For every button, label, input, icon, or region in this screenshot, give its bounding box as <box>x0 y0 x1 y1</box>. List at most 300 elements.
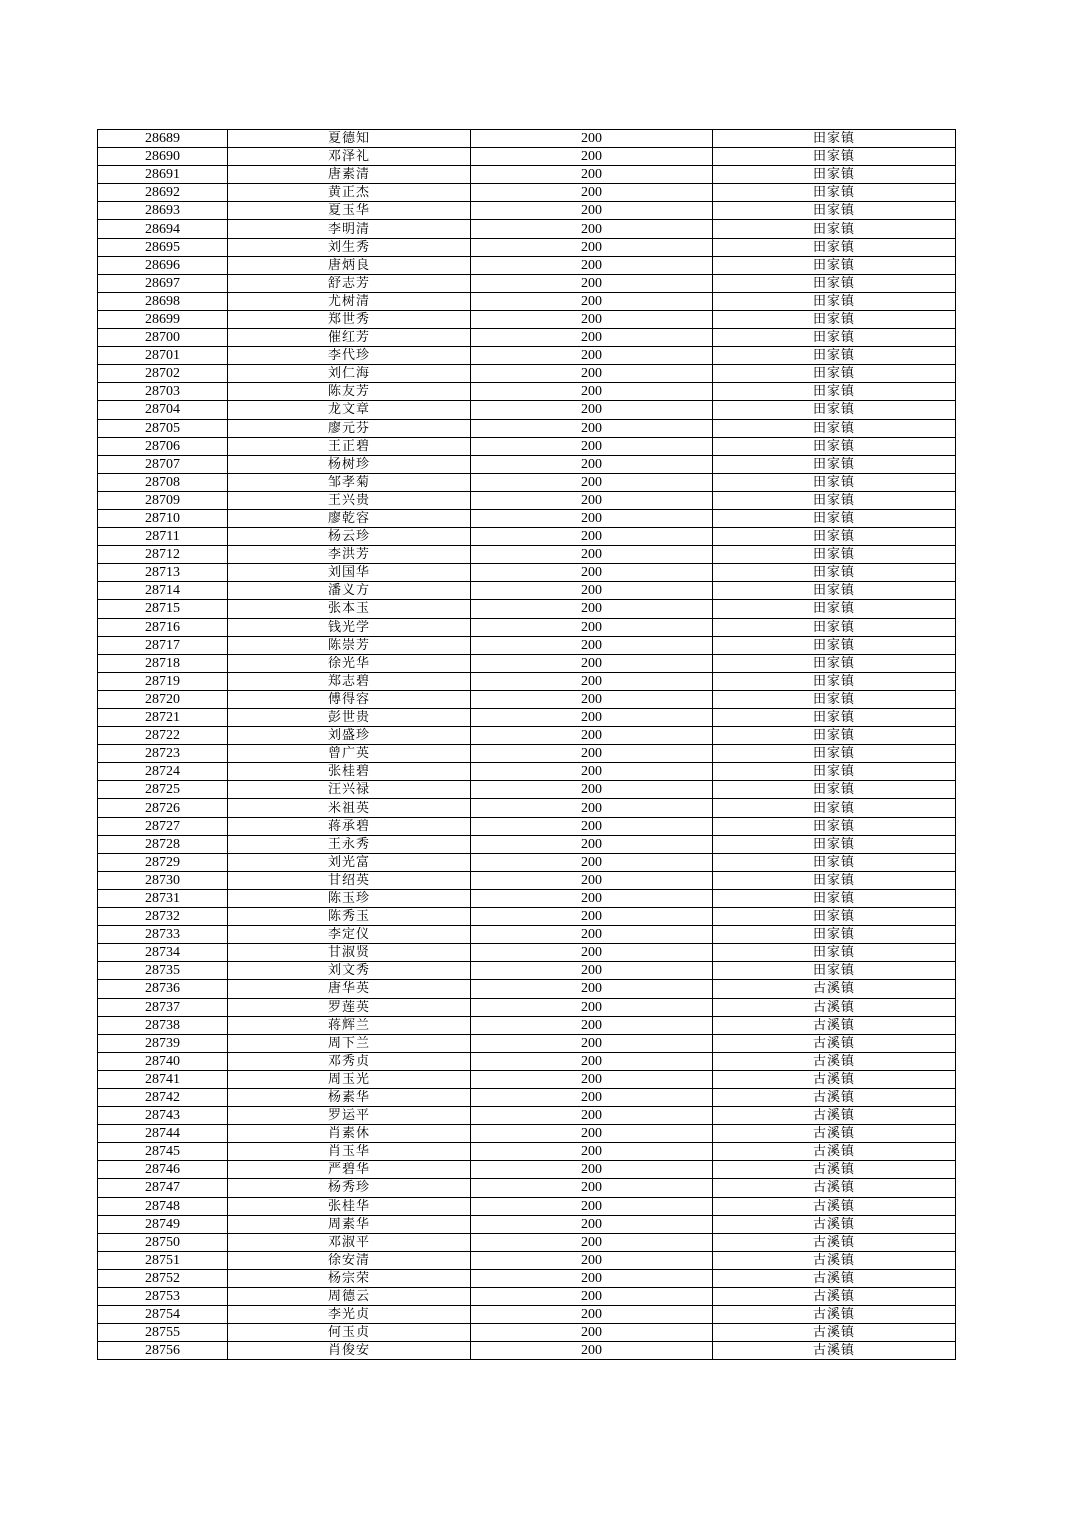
table-row <box>98 184 956 202</box>
row-id-cell: 28725 <box>98 781 228 799</box>
table-row <box>98 998 956 1016</box>
name-cell: 严碧华 <box>228 1161 471 1179</box>
amount-cell: 200 <box>471 618 713 636</box>
amount-cell: 200 <box>471 383 713 401</box>
row-id-cell: 28724 <box>98 763 228 781</box>
amount-cell: 200 <box>471 1269 713 1287</box>
town-cell: 田家镇 <box>713 310 956 328</box>
table-row <box>98 401 956 419</box>
name-cell: 王正碧 <box>228 437 471 455</box>
table-row <box>98 256 956 274</box>
town-cell: 田家镇 <box>713 889 956 907</box>
amount-cell: 200 <box>471 347 713 365</box>
town-cell: 田家镇 <box>713 835 956 853</box>
amount-cell: 200 <box>471 564 713 582</box>
town-cell: 古溪镇 <box>713 998 956 1016</box>
name-cell: 刘仁海 <box>228 365 471 383</box>
town-cell: 田家镇 <box>713 274 956 292</box>
table-row <box>98 600 956 618</box>
town-cell: 古溪镇 <box>713 1215 956 1233</box>
table-row <box>98 148 956 166</box>
table-row <box>98 763 956 781</box>
table-row <box>98 926 956 944</box>
town-cell: 田家镇 <box>713 292 956 310</box>
row-id-cell: 28703 <box>98 383 228 401</box>
table-row <box>98 220 956 238</box>
town-cell: 田家镇 <box>713 745 956 763</box>
amount-cell: 200 <box>471 835 713 853</box>
table-row <box>98 1088 956 1106</box>
name-cell: 杨云珍 <box>228 528 471 546</box>
row-id-cell: 28718 <box>98 654 228 672</box>
amount-cell: 200 <box>471 1233 713 1251</box>
name-cell: 钱光学 <box>228 618 471 636</box>
table-row <box>98 491 956 509</box>
table-row <box>98 1269 956 1287</box>
name-cell: 刘国华 <box>228 564 471 582</box>
row-id-cell: 28704 <box>98 401 228 419</box>
name-cell: 唐炳良 <box>228 256 471 274</box>
row-id-cell: 28746 <box>98 1161 228 1179</box>
table-row <box>98 546 956 564</box>
town-cell: 田家镇 <box>713 238 956 256</box>
name-cell: 催红芳 <box>228 329 471 347</box>
amount-cell: 200 <box>471 582 713 600</box>
name-cell: 徐安清 <box>228 1251 471 1269</box>
table-row <box>98 980 956 998</box>
row-id-cell: 28694 <box>98 220 228 238</box>
town-cell: 田家镇 <box>713 509 956 527</box>
amount-cell: 200 <box>471 509 713 527</box>
town-cell: 田家镇 <box>713 709 956 727</box>
amount-cell: 200 <box>471 636 713 654</box>
table-row <box>98 1342 956 1360</box>
row-id-cell: 28693 <box>98 202 228 220</box>
table-row <box>98 473 956 491</box>
town-cell: 古溪镇 <box>713 1324 956 1342</box>
amount-cell: 200 <box>471 148 713 166</box>
row-id-cell: 28731 <box>98 889 228 907</box>
town-cell: 田家镇 <box>713 853 956 871</box>
amount-cell: 200 <box>471 1088 713 1106</box>
table-row <box>98 564 956 582</box>
town-cell: 田家镇 <box>713 202 956 220</box>
name-cell: 陈秀玉 <box>228 908 471 926</box>
table-row <box>98 202 956 220</box>
name-cell: 夏德知 <box>228 130 471 148</box>
town-cell: 古溪镇 <box>713 1179 956 1197</box>
town-cell: 古溪镇 <box>713 1052 956 1070</box>
town-cell: 田家镇 <box>713 654 956 672</box>
table-row <box>98 419 956 437</box>
amount-cell: 200 <box>471 1143 713 1161</box>
town-cell: 田家镇 <box>713 763 956 781</box>
name-cell: 廖乾容 <box>228 509 471 527</box>
row-id-cell: 28712 <box>98 546 228 564</box>
table-row <box>98 817 956 835</box>
amount-cell: 200 <box>471 1034 713 1052</box>
name-cell: 李明清 <box>228 220 471 238</box>
row-id-cell: 28715 <box>98 600 228 618</box>
amount-cell: 200 <box>471 1324 713 1342</box>
town-cell: 古溪镇 <box>713 1269 956 1287</box>
row-id-cell: 28701 <box>98 347 228 365</box>
table-row <box>98 1070 956 1088</box>
amount-cell: 200 <box>471 365 713 383</box>
table-row <box>98 1125 956 1143</box>
amount-cell: 200 <box>471 292 713 310</box>
table-row <box>98 889 956 907</box>
row-id-cell: 28702 <box>98 365 228 383</box>
table-row <box>98 690 956 708</box>
name-cell: 曾广英 <box>228 745 471 763</box>
table-row <box>98 1324 956 1342</box>
town-cell: 古溪镇 <box>713 1342 956 1360</box>
row-id-cell: 28699 <box>98 310 228 328</box>
row-id-cell: 28707 <box>98 455 228 473</box>
row-id-cell: 28732 <box>98 908 228 926</box>
row-id-cell: 28741 <box>98 1070 228 1088</box>
row-id-cell: 28728 <box>98 835 228 853</box>
town-cell: 田家镇 <box>713 564 956 582</box>
amount-cell: 200 <box>471 1288 713 1306</box>
name-cell: 周下兰 <box>228 1034 471 1052</box>
amount-cell: 200 <box>471 926 713 944</box>
amount-cell: 200 <box>471 473 713 491</box>
town-cell: 田家镇 <box>713 781 956 799</box>
town-cell: 古溪镇 <box>713 1016 956 1034</box>
table-row <box>98 908 956 926</box>
table-row <box>98 944 956 962</box>
row-id-cell: 28695 <box>98 238 228 256</box>
name-cell: 刘生秀 <box>228 238 471 256</box>
town-cell: 古溪镇 <box>713 1088 956 1106</box>
name-cell: 李定仪 <box>228 926 471 944</box>
amount-cell: 200 <box>471 310 713 328</box>
table-row <box>98 238 956 256</box>
town-cell: 田家镇 <box>713 582 956 600</box>
town-cell: 古溪镇 <box>713 980 956 998</box>
amount-cell: 200 <box>471 528 713 546</box>
table-row <box>98 1052 956 1070</box>
row-id-cell: 28692 <box>98 184 228 202</box>
amount-cell: 200 <box>471 1107 713 1125</box>
row-id-cell: 28705 <box>98 419 228 437</box>
town-cell: 古溪镇 <box>713 1306 956 1324</box>
name-cell: 杨宗荣 <box>228 1269 471 1287</box>
table-row <box>98 618 956 636</box>
row-id-cell: 28698 <box>98 292 228 310</box>
row-id-cell: 28733 <box>98 926 228 944</box>
amount-cell: 200 <box>471 166 713 184</box>
amount-cell: 200 <box>471 654 713 672</box>
town-cell: 田家镇 <box>713 184 956 202</box>
name-cell: 肖玉华 <box>228 1143 471 1161</box>
row-id-cell: 28721 <box>98 709 228 727</box>
name-cell: 张桂碧 <box>228 763 471 781</box>
row-id-cell: 28739 <box>98 1034 228 1052</box>
amount-cell: 200 <box>471 437 713 455</box>
amount-cell: 200 <box>471 238 713 256</box>
town-cell: 田家镇 <box>713 329 956 347</box>
row-id-cell: 28749 <box>98 1215 228 1233</box>
table-row <box>98 509 956 527</box>
amount-cell: 200 <box>471 709 713 727</box>
row-id-cell: 28742 <box>98 1088 228 1106</box>
amount-cell: 200 <box>471 727 713 745</box>
amount-cell: 200 <box>471 600 713 618</box>
row-id-cell: 28743 <box>98 1107 228 1125</box>
table-row <box>98 1016 956 1034</box>
table-row <box>98 347 956 365</box>
town-cell: 田家镇 <box>713 727 956 745</box>
name-cell: 邓淑平 <box>228 1233 471 1251</box>
town-cell: 田家镇 <box>713 256 956 274</box>
row-id-cell: 28696 <box>98 256 228 274</box>
amount-cell: 200 <box>471 202 713 220</box>
table-row <box>98 274 956 292</box>
row-id-cell: 28754 <box>98 1306 228 1324</box>
amount-cell: 200 <box>471 853 713 871</box>
row-id-cell: 28708 <box>98 473 228 491</box>
table-row <box>98 853 956 871</box>
row-id-cell: 28691 <box>98 166 228 184</box>
name-cell: 陈崇芳 <box>228 636 471 654</box>
table-row <box>98 1143 956 1161</box>
table-row <box>98 1034 956 1052</box>
row-id-cell: 28716 <box>98 618 228 636</box>
town-cell: 田家镇 <box>713 419 956 437</box>
amount-cell: 200 <box>471 401 713 419</box>
table-row <box>98 582 956 600</box>
data-table <box>97 129 956 1360</box>
town-cell: 古溪镇 <box>713 1034 956 1052</box>
name-cell: 陈玉珍 <box>228 889 471 907</box>
town-cell: 田家镇 <box>713 148 956 166</box>
name-cell: 夏玉华 <box>228 202 471 220</box>
table-row <box>98 292 956 310</box>
town-cell: 田家镇 <box>713 455 956 473</box>
row-id-cell: 28720 <box>98 690 228 708</box>
row-id-cell: 28755 <box>98 1324 228 1342</box>
amount-cell: 200 <box>471 1052 713 1070</box>
name-cell: 甘淑贤 <box>228 944 471 962</box>
name-cell: 周玉光 <box>228 1070 471 1088</box>
town-cell: 田家镇 <box>713 365 956 383</box>
amount-cell: 200 <box>471 672 713 690</box>
name-cell: 潘义方 <box>228 582 471 600</box>
row-id-cell: 28717 <box>98 636 228 654</box>
row-id-cell: 28709 <box>98 491 228 509</box>
town-cell: 田家镇 <box>713 528 956 546</box>
table-row <box>98 799 956 817</box>
row-id-cell: 28750 <box>98 1233 228 1251</box>
name-cell: 何玉贞 <box>228 1324 471 1342</box>
town-cell: 古溪镇 <box>713 1070 956 1088</box>
name-cell: 彭世贵 <box>228 709 471 727</box>
name-cell: 杨秀珍 <box>228 1179 471 1197</box>
table-row <box>98 654 956 672</box>
amount-cell: 200 <box>471 799 713 817</box>
amount-cell: 200 <box>471 1016 713 1034</box>
town-cell: 古溪镇 <box>713 1233 956 1251</box>
name-cell: 汪兴禄 <box>228 781 471 799</box>
amount-cell: 200 <box>471 455 713 473</box>
town-cell: 田家镇 <box>713 817 956 835</box>
table-row <box>98 871 956 889</box>
amount-cell: 200 <box>471 220 713 238</box>
table-row <box>98 1306 956 1324</box>
amount-cell: 200 <box>471 1306 713 1324</box>
name-cell: 蒋承碧 <box>228 817 471 835</box>
table-row <box>98 835 956 853</box>
name-cell: 王兴贵 <box>228 491 471 509</box>
amount-cell: 200 <box>471 871 713 889</box>
table-row <box>98 962 956 980</box>
town-cell: 田家镇 <box>713 347 956 365</box>
name-cell: 郑世秀 <box>228 310 471 328</box>
name-cell: 唐素清 <box>228 166 471 184</box>
name-cell: 周德云 <box>228 1288 471 1306</box>
name-cell: 龙文章 <box>228 401 471 419</box>
name-cell: 甘绍英 <box>228 871 471 889</box>
town-cell: 古溪镇 <box>713 1288 956 1306</box>
row-id-cell: 28713 <box>98 564 228 582</box>
row-id-cell: 28756 <box>98 1342 228 1360</box>
row-id-cell: 28737 <box>98 998 228 1016</box>
town-cell: 古溪镇 <box>713 1107 956 1125</box>
amount-cell: 200 <box>471 491 713 509</box>
amount-cell: 200 <box>471 1125 713 1143</box>
amount-cell: 200 <box>471 130 713 148</box>
town-cell: 田家镇 <box>713 600 956 618</box>
town-cell: 田家镇 <box>713 618 956 636</box>
table-row <box>98 727 956 745</box>
row-id-cell: 28753 <box>98 1288 228 1306</box>
town-cell: 田家镇 <box>713 401 956 419</box>
name-cell: 陈友芳 <box>228 383 471 401</box>
town-cell: 田家镇 <box>713 130 956 148</box>
table-row <box>98 1233 956 1251</box>
name-cell: 周素华 <box>228 1215 471 1233</box>
town-cell: 田家镇 <box>713 871 956 889</box>
amount-cell: 200 <box>471 889 713 907</box>
row-id-cell: 28723 <box>98 745 228 763</box>
name-cell: 舒志芳 <box>228 274 471 292</box>
name-cell: 邹孝菊 <box>228 473 471 491</box>
amount-cell: 200 <box>471 944 713 962</box>
table-row <box>98 781 956 799</box>
table-row <box>98 329 956 347</box>
row-id-cell: 28697 <box>98 274 228 292</box>
name-cell: 刘光富 <box>228 853 471 871</box>
table-row <box>98 1288 956 1306</box>
town-cell: 田家镇 <box>713 908 956 926</box>
town-cell: 古溪镇 <box>713 1125 956 1143</box>
amount-cell: 200 <box>471 980 713 998</box>
town-cell: 古溪镇 <box>713 1143 956 1161</box>
town-cell: 古溪镇 <box>713 1197 956 1215</box>
amount-cell: 200 <box>471 256 713 274</box>
amount-cell: 200 <box>471 329 713 347</box>
name-cell: 杨树珍 <box>228 455 471 473</box>
name-cell: 李光贞 <box>228 1306 471 1324</box>
amount-cell: 200 <box>471 690 713 708</box>
row-id-cell: 28706 <box>98 437 228 455</box>
town-cell: 田家镇 <box>713 962 956 980</box>
name-cell: 徐光华 <box>228 654 471 672</box>
name-cell: 邓秀贞 <box>228 1052 471 1070</box>
amount-cell: 200 <box>471 184 713 202</box>
amount-cell: 200 <box>471 908 713 926</box>
name-cell: 刘文秀 <box>228 962 471 980</box>
name-cell: 张本玉 <box>228 600 471 618</box>
amount-cell: 200 <box>471 1161 713 1179</box>
amount-cell: 200 <box>471 998 713 1016</box>
amount-cell: 200 <box>471 817 713 835</box>
row-id-cell: 28719 <box>98 672 228 690</box>
amount-cell: 200 <box>471 1342 713 1360</box>
row-id-cell: 28689 <box>98 130 228 148</box>
name-cell: 廖元芬 <box>228 419 471 437</box>
row-id-cell: 28736 <box>98 980 228 998</box>
table-row <box>98 130 956 148</box>
amount-cell: 200 <box>471 962 713 980</box>
name-cell: 李代珍 <box>228 347 471 365</box>
name-cell: 邓泽礼 <box>228 148 471 166</box>
row-id-cell: 28751 <box>98 1251 228 1269</box>
row-id-cell: 28690 <box>98 148 228 166</box>
table-row <box>98 1179 956 1197</box>
name-cell: 罗运平 <box>228 1107 471 1125</box>
row-id-cell: 28740 <box>98 1052 228 1070</box>
town-cell: 田家镇 <box>713 926 956 944</box>
name-cell: 罗莲英 <box>228 998 471 1016</box>
town-cell: 田家镇 <box>713 690 956 708</box>
amount-cell: 200 <box>471 745 713 763</box>
amount-cell: 200 <box>471 1215 713 1233</box>
town-cell: 田家镇 <box>713 546 956 564</box>
table-row <box>98 365 956 383</box>
town-cell: 古溪镇 <box>713 1161 956 1179</box>
row-id-cell: 28727 <box>98 817 228 835</box>
name-cell: 肖俊安 <box>228 1342 471 1360</box>
amount-cell: 200 <box>471 1251 713 1269</box>
amount-cell: 200 <box>471 763 713 781</box>
name-cell: 黄正杰 <box>228 184 471 202</box>
row-id-cell: 28735 <box>98 962 228 980</box>
town-cell: 田家镇 <box>713 799 956 817</box>
amount-cell: 200 <box>471 1070 713 1088</box>
town-cell: 田家镇 <box>713 491 956 509</box>
amount-cell: 200 <box>471 781 713 799</box>
table-row <box>98 1251 956 1269</box>
table-body <box>98 130 956 1360</box>
table-row <box>98 455 956 473</box>
table-row <box>98 437 956 455</box>
row-id-cell: 28711 <box>98 528 228 546</box>
town-cell: 田家镇 <box>713 166 956 184</box>
table-row <box>98 166 956 184</box>
amount-cell: 200 <box>471 419 713 437</box>
town-cell: 田家镇 <box>713 473 956 491</box>
table-row <box>98 636 956 654</box>
town-cell: 田家镇 <box>713 437 956 455</box>
amount-cell: 200 <box>471 1179 713 1197</box>
town-cell: 田家镇 <box>713 944 956 962</box>
amount-cell: 200 <box>471 1197 713 1215</box>
table-row <box>98 528 956 546</box>
